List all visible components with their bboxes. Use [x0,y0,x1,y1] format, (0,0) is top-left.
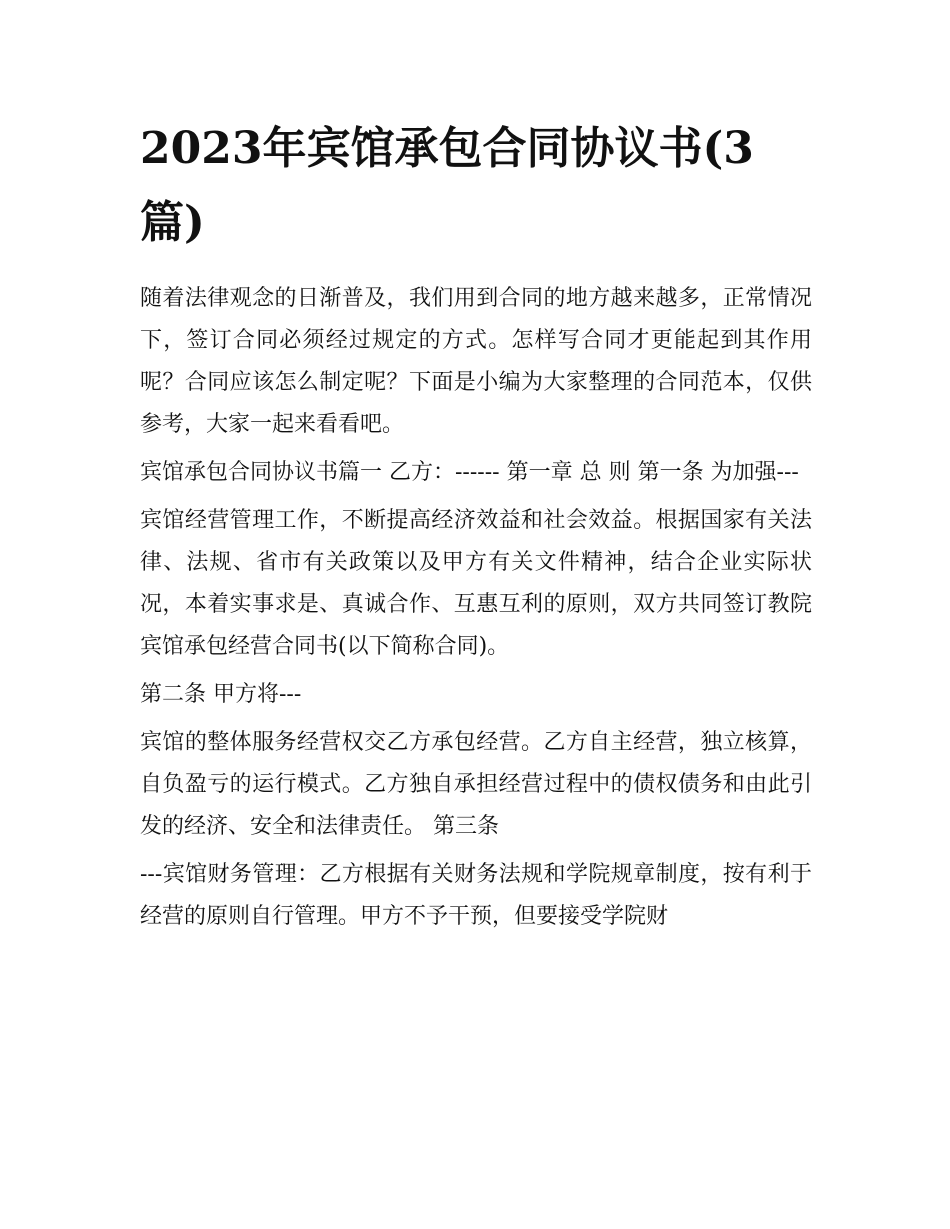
paragraph-article-3: ---宾馆财务管理：乙方根据有关财务法规和学院规章制度，按有利于经营的原则自行管理。甲方不予干预，但要接受学院财 [140,862,812,929]
paragraph-article-2-heading: 第二条 甲方将--- [140,682,302,707]
document-title: 2023年宾馆承包合同协议书(3篇) [140,123,754,248]
paragraph-article-2: 宾馆的整体服务经营权交乙方承包经营。乙方自主经营，独立核算，自负盈亏的运行模式。乙方独自承担经营过程中的债权债务和由此引发的经济、安全和法律责任。 第三条 [140,730,812,839]
paragraph-contract-heading: 宾馆承包合同协议书篇一 乙方：------ 第一章 总 则 第一条 为加强--- [140,460,799,485]
paragraph-article-1: 宾馆经营管理工作，不断提高经济效益和社会效益。根据国家有关法律、法规、省市有关政策以及甲方有关文件精神，结合企业实际状况，本着实事求是、真诚合作、互惠互利的原则，双方共同签订教院宾馆承包经营合同书(以下简称合同)。 [140,508,812,659]
document-page [140,112,812,944]
paragraph-intro: 随着法律观念的日渐普及，我们用到合同的地方越来越多，正常情况下，签订合同必须经过规定的方式。怎样写合同才更能起到其作用呢？合同应该怎么制定呢？下面是小编为大家整理的合同范本，仅供参考，大家一起来看看吧。 [140,286,812,437]
